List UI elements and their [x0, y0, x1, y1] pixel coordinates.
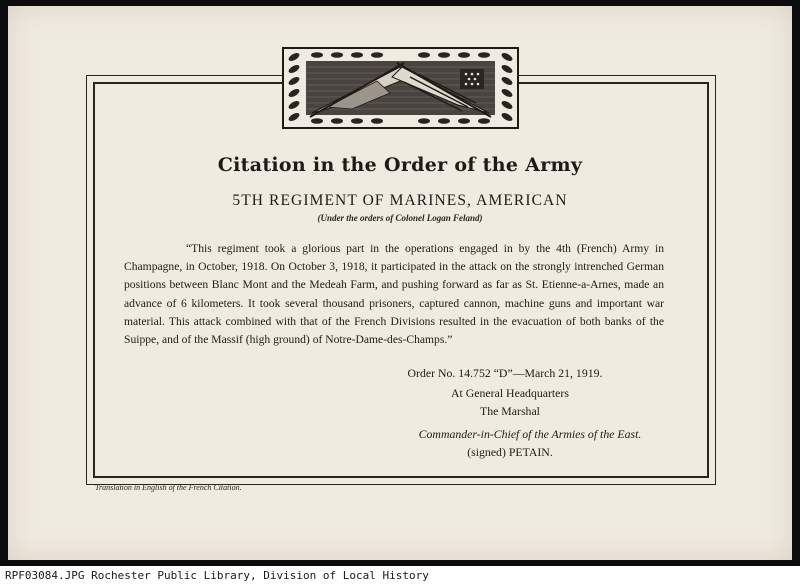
signature-line: (signed) PETAIN.	[467, 445, 553, 459]
order-number: Order No. 14.752 “D”—March 21, 1919.	[407, 366, 603, 380]
marshal-line: The Marshal	[480, 404, 540, 418]
crossed-flags-emblem-icon	[282, 47, 519, 129]
citation-body: “This regiment took a glorious part in the operations engaged in by the 4th (French) Army in Champagne, in October, 1918. On October 3, 1918, it participated in the attack on the strongly intrenched German positions between Blanc Mont and the Medeah Farm, and pushing forward as far as St. Etienne-a-Arnes, made an advance of 6 kilometers. It took several thousand prisoners, captured cannon, machine guns and important war material. This attack combined with that of the French Divisions resulted in the evacuation of both banks of the Suippe, and of the Massif (high ground) of Notre-Dame-des-Champs.”	[124, 242, 664, 347]
commander-title: Commander-in-Chief of the Armies of the East.	[418, 427, 642, 441]
citation-title: Citation in the Order of the Army	[217, 154, 583, 176]
translation-note: Translation in English of the French Citation.	[95, 483, 242, 492]
headquarters-line: At General Headquarters	[451, 386, 569, 400]
regiment-heading: 5TH REGIMENT OF MARINES, AMERICAN	[232, 192, 568, 209]
orders-note: (Under the orders of Colonel Logan Feland)	[317, 213, 483, 223]
image-caption: RPF03084.JPG Rochester Public Library, Division of Local History	[5, 569, 429, 582]
